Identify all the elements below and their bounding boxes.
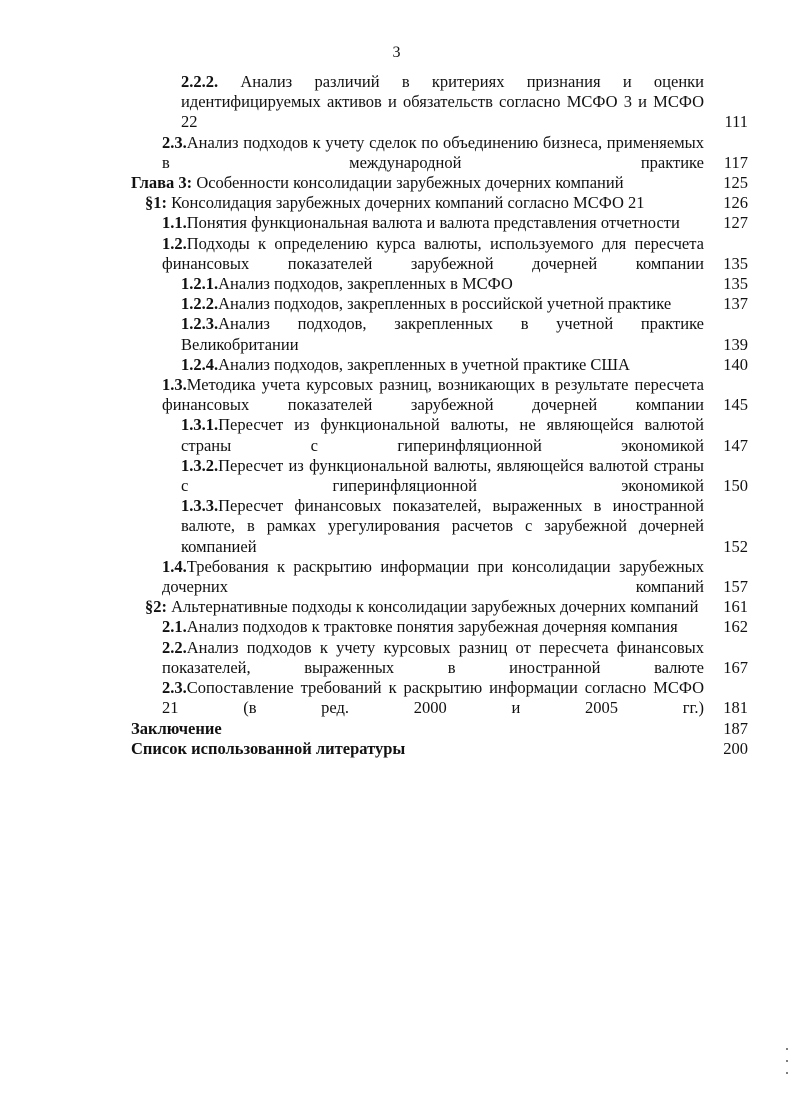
toc-entry-page: 140 [723,354,748,374]
toc-entry-title [145,193,750,213]
toc-entry-page: 137 [723,294,748,314]
toc-entry-label: Пересчет финансовых показателей, выраженных в иностранной валюте, в рамках урегулирования расчетов с зарубежной дочерней компанией [181,496,704,556]
toc-entry-page: 152 [723,536,748,556]
toc-entry-page: 187 [723,718,748,738]
toc-entry-title [162,638,750,678]
toc-entry-number: Список использованной литературы [131,738,406,758]
toc-entry-title [162,557,750,597]
toc-entry [181,355,750,375]
toc-entry-number: 1.3.3. [181,496,219,516]
toc-entry [181,415,750,455]
toc-entry [162,375,750,415]
toc-entry-number: §2: [145,597,167,617]
toc-entry-page: 162 [723,617,748,637]
toc-entry-page: 135 [723,274,748,294]
toc-entry-label: Анализ подходов, закрепленных в российской учетной практике [218,294,672,314]
toc-entry-number: 1.3.1. [181,415,219,435]
toc-entry-page: 157 [723,577,748,597]
toc-entry-number: §1: [145,193,167,213]
scan-speck [786,1060,788,1062]
toc-entry-page: 167 [723,657,748,677]
toc-entry-number: 1.3.2. [181,455,219,475]
toc-entry [131,719,750,739]
toc-entry-number: 1.2.2. [181,294,219,314]
toc-entry-label: Анализ подходов к трактовке понятия зарубежная дочерняя компания [186,617,678,637]
toc-entry-number: Глава 3: [131,173,193,193]
toc-entry-label: Анализ подходов, закрепленных в учетной практике США [218,354,630,374]
toc-entry-label: Требования к раскрытию информации при консолидации зарубежных дочерних компаний [162,556,704,597]
toc-entry-title [162,234,750,274]
toc-entry-title [162,678,750,718]
toc-entry-page: 145 [723,395,748,415]
table-of-contents [131,72,750,759]
toc-entry-number: 1.2.1. [181,274,219,294]
toc-entry [162,133,750,173]
toc-entry-number: 1.3. [162,375,187,395]
toc-entry-title [131,739,750,759]
toc-entry-number: 2.2. [162,637,187,657]
toc-entry-number: 1.2. [162,233,187,253]
toc-entry [162,234,750,274]
toc-entry-number: 2.2.2. [181,72,219,91]
toc-entry-label: Анализ подходов к учету сделок по объединению бизнеса, применяемых в международной практике [162,132,704,172]
toc-entry [181,294,750,314]
toc-entry-title [181,274,750,294]
toc-entry-number: 1.1. [162,213,187,233]
toc-entry [131,173,750,193]
toc-entry-label: Пересчет из функциональной валюты, являющейся валютой страны с гиперинфляционной экономикой [181,455,704,496]
toc-entry-title [162,213,750,233]
toc-entry-number: 1.4. [162,556,187,576]
toc-entry-page: 111 [724,112,748,132]
toc-entry-title [145,597,750,617]
toc-entry-page: 139 [723,334,748,354]
toc-entry-number: 1.2.3. [181,314,219,334]
toc-entry-number: Заключение [131,718,222,738]
toc-entry-label: Понятия функциональная валюта и валюта представления отчетности [186,213,680,233]
toc-entry-title [181,314,750,354]
scan-speck [786,1048,788,1050]
toc-entry-title [131,173,750,193]
toc-entry-label: Подходы к определению курса валюты, используемого для пересчета финансовых показателей зарубежной дочерней компании [162,233,704,273]
toc-entry-page: 161 [723,597,748,617]
toc-entry [181,274,750,294]
toc-entry-title [162,375,750,415]
toc-entry-page: 125 [723,173,748,193]
toc-entry-page: 200 [723,738,748,758]
toc-entry [162,557,750,597]
toc-entry [131,739,750,759]
toc-entry-page: 117 [723,152,748,172]
toc-entry-label: Анализ различий в критериях признания и оценки идентифицируемых активов и обязательств согласно МСФО 3 и МСФО 22 [181,72,704,132]
toc-entry-label: Анализ подходов, закрепленных в учетной практике Великобритании [181,314,704,354]
toc-entry-title [181,72,750,133]
toc-entry-number: 1.2.4. [181,354,219,374]
toc-entry-label: Методика учета курсовых разниц, возникающих в результате пересчета финансовых показателей зарубежной дочерней компании [162,375,704,415]
toc-entry-label: Анализ подходов, закрепленных в МСФО [218,274,513,294]
toc-entry [162,213,750,233]
toc-entry-title [181,456,750,496]
scan-speck [786,1072,788,1074]
toc-entry-label: Особенности консолидации зарубежных дочерних компаний [192,173,624,193]
toc-entry-title [181,415,750,455]
toc-entry-number: 2.1. [162,617,187,637]
toc-entry-label: Консолидация зарубежных дочерних компаний согласно МСФО 21 [167,193,645,213]
toc-entry-title [181,355,750,375]
toc-entry-page: 147 [723,435,748,455]
toc-entry-number: 2.3. [162,678,187,698]
toc-entry-number: 2.3. [162,132,187,152]
toc-entry [162,617,750,637]
toc-entry [145,597,750,617]
toc-entry-page: 150 [723,476,748,496]
toc-entry [181,496,750,557]
toc-entry-page: 126 [723,193,748,213]
toc-entry-page: 127 [723,213,748,233]
toc-entry-title [131,719,750,739]
toc-entry-label: Сопоставление требований к раскрытию информации согласно МСФО 21 (в ред. 2000 и 2005 гг.) [162,678,704,718]
toc-entry [145,193,750,213]
toc-entry [162,678,750,718]
toc-entry-label: Пересчет из функциональной валюты, не являющейся валютой страны с гиперинфляционной экономикой [181,415,704,455]
toc-entry [162,638,750,678]
toc-entry-page: 181 [723,698,748,718]
toc-entry-page: 135 [723,253,748,273]
toc-entry-title [181,294,750,314]
toc-entry-title [162,133,750,173]
toc-entry-label: Анализ подходов к учету курсовых разниц от пересчета финансовых показателей, выраженных в иностранной валюте [162,637,704,677]
toc-entry-title [162,617,750,637]
toc-entry [181,314,750,354]
toc-entry [181,72,750,133]
page-number: 3 [392,44,401,61]
toc-entry-title [181,496,750,557]
toc-entry [181,456,750,496]
toc-entry-label: Альтернативные подходы к консолидации зарубежных дочерних компаний [167,597,699,617]
